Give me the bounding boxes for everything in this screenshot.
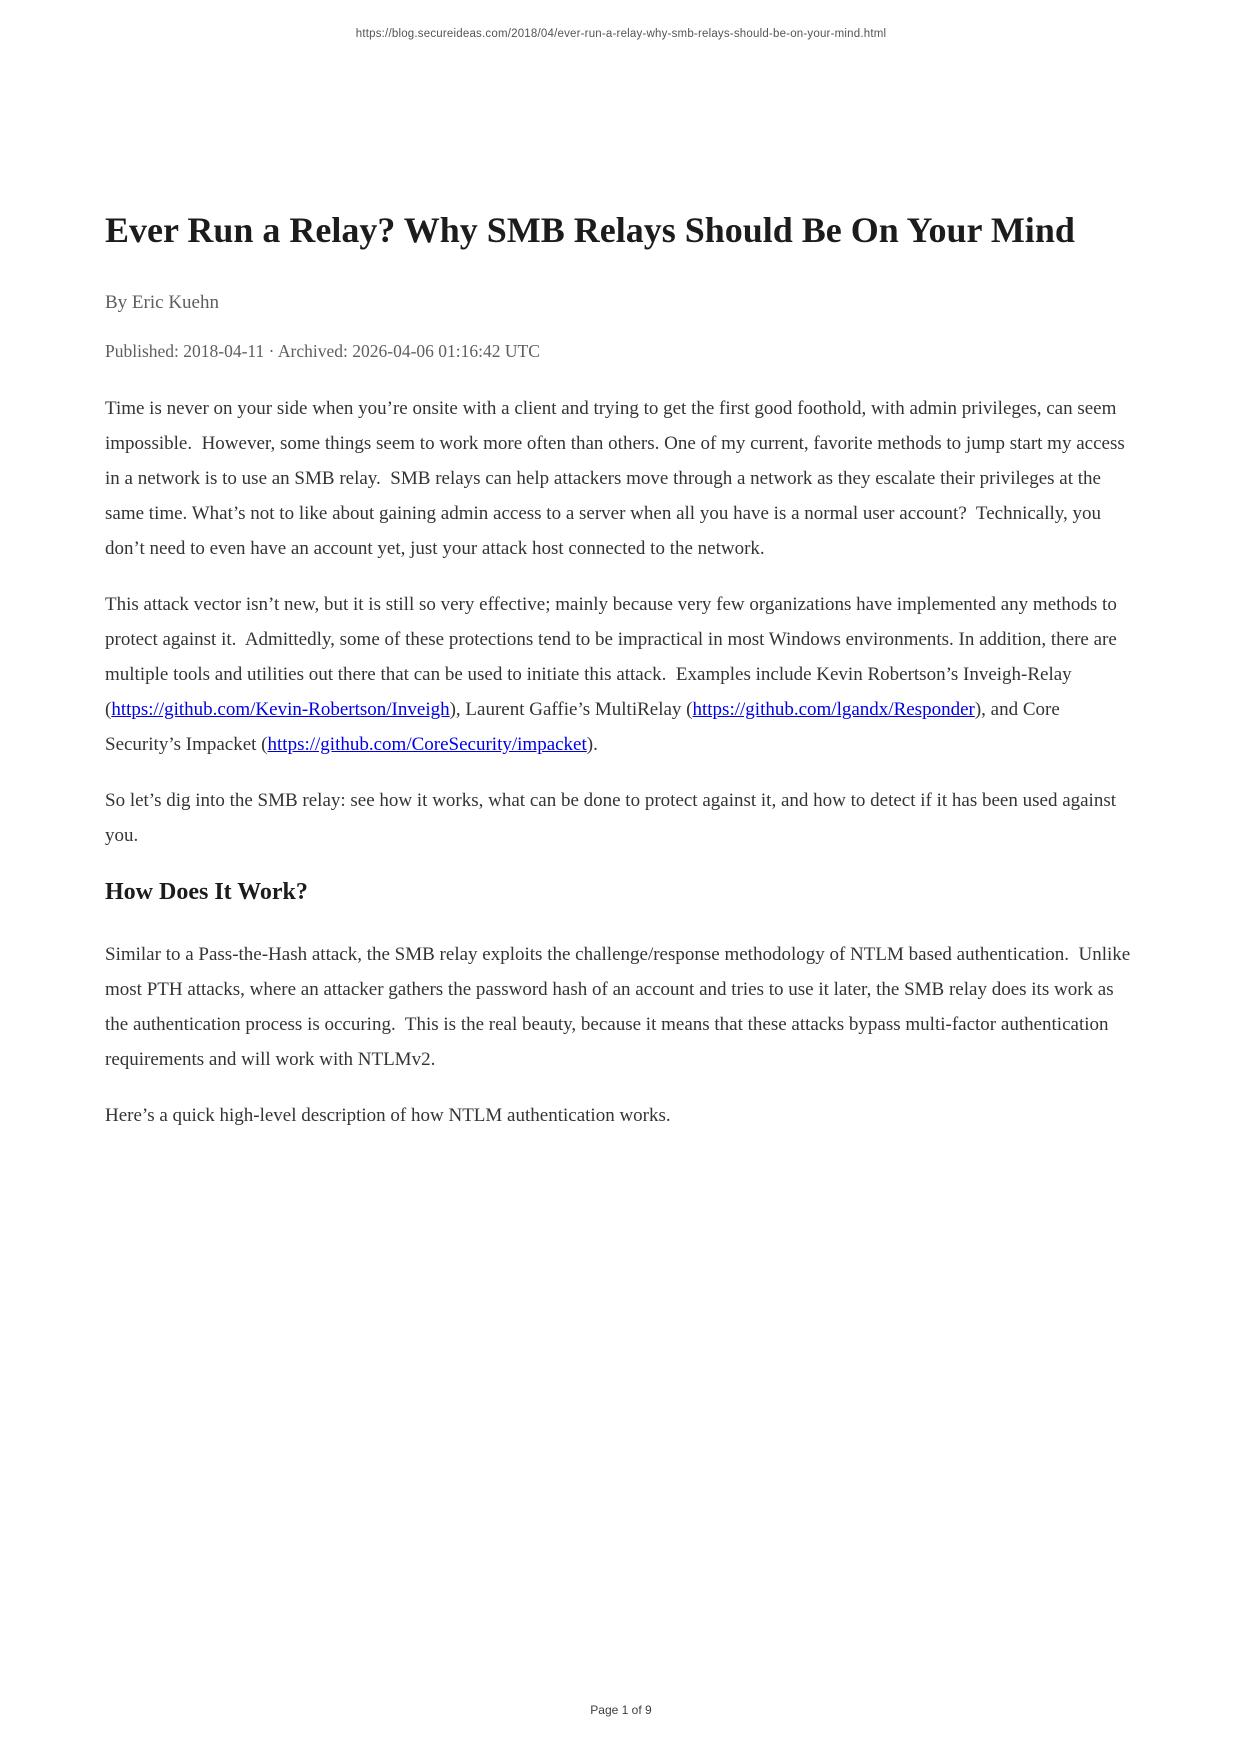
text-segment: ), and Core Security’s Impacket (	[105, 699, 1065, 755]
print-header-url: https://blog.secureideas.com/2018/04/ever-run-a-relay-why-smb-relays-should-be-on-your-mind.html	[355, 28, 887, 40]
article	[0, 208, 1242, 1133]
body-paragraph	[105, 587, 1137, 762]
text-segment: Here’s a quick high-level description of how NTLM authentication works.	[105, 1105, 671, 1126]
article-body	[105, 391, 1137, 1133]
body-paragraph	[105, 783, 1137, 853]
text-segment: So let’s dig into the SMB relay: see how it works, what can be done to protect against it, and how to detect if it has been used against you.	[105, 790, 1121, 846]
text-segment: Similar to a Pass-the-Hash attack, the SMB relay exploits the challenge/response methodology of NTLM based authentication. Unlike most PTH attacks, where an attacker gathers the password hash of an account and tries to use it later, the SMB relay does its work as the authentication process is occuring. This is the real beauty, because it means that these attacks bypass multi-factor authentication requirements and will work with NTLMv2.	[105, 944, 1135, 1070]
inline-link[interactable]: https://github.com/Kevin-Robertson/Inveigh	[111, 699, 450, 720]
page-number: Page 1 of 9	[590, 1703, 652, 1717]
article-byline: By Eric Kuehn	[105, 292, 219, 313]
body-paragraph	[105, 391, 1137, 566]
article-meta: Published: 2018-04-11 · Archived: 2026-04-06 01:16:42 UTC	[105, 341, 540, 361]
text-segment: This attack vector isn’t new, but it is still so very effective; mainly because very few organizations have implemented any methods to protect against it. Admittedly, some of these protections tend to be impractical in most Windows environments. In addition, there are multiple tools and utilities out there that can be used to initiate this attack. Examples include Kevin Robertson’s Inveigh-Relay (	[105, 594, 1122, 720]
body-paragraph	[105, 937, 1137, 1077]
text-segment: Time is never on your side when you’re onsite with a client and trying to get the first good foothold, with admin privileges, can seem impossible. However, some things seem to work more often than others. One of my current, favorite methods to jump start my access in a network is to use an SMB relay. SMB relays can help attackers move through a network as they escalate their privileges at the same time. What’s not to like about gaining admin access to a server when all you have is a normal user account? Technically, you don’t need to even have an account yet, just your attack host connected to the network.	[105, 398, 1130, 559]
text-segment: ).	[586, 734, 598, 755]
text-segment: ), Laurent Gaffie’s MultiRelay (	[449, 699, 693, 720]
inline-link[interactable]: https://github.com/lgandx/Responder	[692, 699, 975, 720]
article-title: Ever Run a Relay? Why SMB Relays Should Be On Your Mind	[105, 210, 1075, 250]
section-heading: How Does It Work?	[105, 879, 308, 905]
inline-link[interactable]: https://github.com/CoreSecurity/impacket	[267, 734, 587, 755]
body-paragraph	[105, 1098, 1137, 1133]
